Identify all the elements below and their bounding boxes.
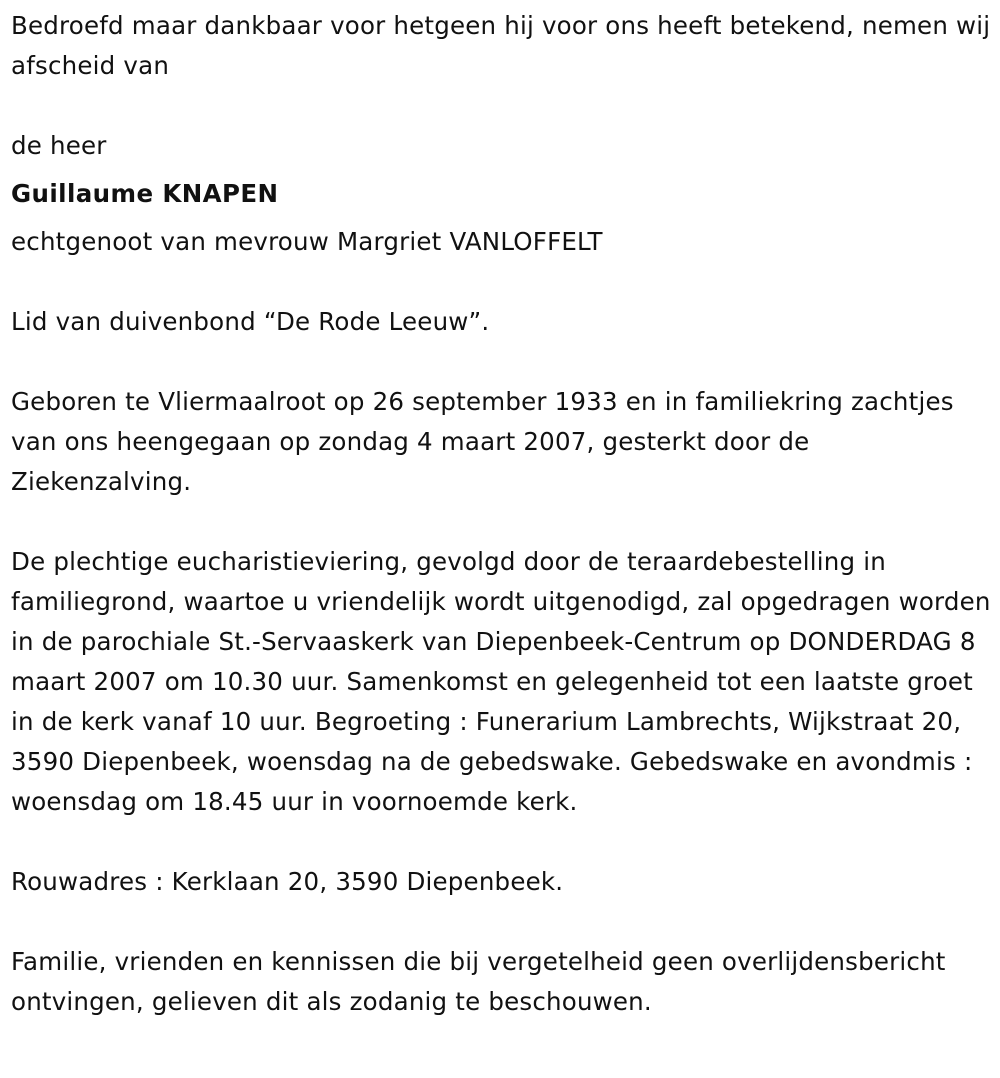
spouse-line: echtgenoot van mevrouw Margriet VANLOFFELT	[11, 227, 603, 256]
mourning-address: Rouwadres : Kerklaan 20, 3590 Diepenbeek.	[11, 867, 564, 896]
ceremony-paragraph: De plechtige eucharistieviering, gevolgd door de teraardebestelling in familiegrond, waartoe u vriendelijk wordt uitgenodigd, zal opgedragen worden in de parochiale St.-Servaaskerk van Diepenbeek-Centrum op DONDERDAG 8 maart 2007 om 10.30 uur. Samenkomst en gelegenheid tot een laatste groet in de kerk vanaf 10 uur. Begroeting : Funerarium Lambrechts, Wijkstraat 20, 3590 Diepenbeek, woensdag na de gebedswake. Gebedswake en avondmis : woensdag om 18.45 uur in voornoemde kerk.	[11, 547, 991, 816]
membership-line: Lid van duivenbond “De Rode Leeuw”.	[11, 307, 490, 336]
deceased-name: Guillaume KNAPEN	[11, 179, 279, 208]
birth-death-paragraph: Geboren te Vliermaalroot op 26 september 1933 en in familiekring zachtjes van ons heengegaan op zondag 4 maart 2007, gesterkt door de Ziekenzalving.	[11, 387, 954, 496]
death-notice	[11, 0, 991, 1022]
intro-text: Bedroefd maar dankbaar voor hetgeen hij voor ons heeft betekend, nemen wij afscheid van	[11, 11, 991, 80]
salutation: de heer	[11, 131, 107, 160]
closing-paragraph: Familie, vrienden en kennissen die bij vergetelheid geen overlijdensbericht ontvingen, gelieven dit als zodanig te beschouwen.	[11, 947, 946, 1016]
